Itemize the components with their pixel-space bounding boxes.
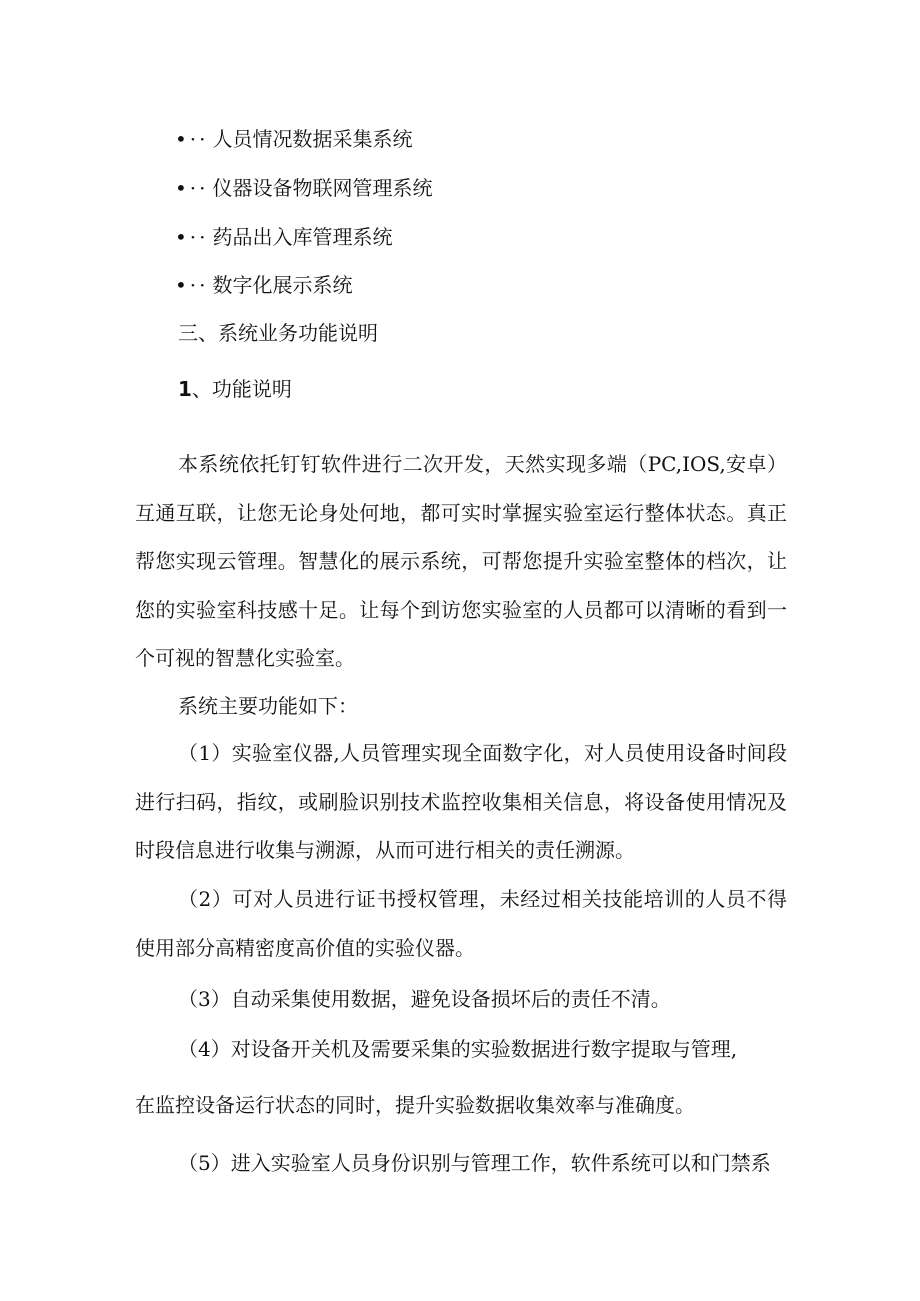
bullet-item bbox=[175, 272, 353, 298]
intro-paragraph bbox=[135, 440, 787, 683]
function-item-2 bbox=[135, 875, 787, 972]
bullet-marker: •·· bbox=[175, 225, 209, 249]
intro-paragraph-text: 本系统依托钉钉软件进行二次开发，天然实现多端（PC,IOS,安卓）互通互联，让您无论身处何地，都可实时掌握实验室运行整体状态。真正帮您实现云管理。智慧化的展示系统，可帮您提升实验室整体的档次，让您的实验室科技感十足。让每个到访您实验室的人员都可以清晰的看到一个可视的智慧化实验室。 bbox=[135, 452, 787, 670]
function-item-3: （3）自动采集使用数据，避免设备损坏后的责任不清。 bbox=[178, 987, 671, 1011]
bullet-item bbox=[175, 126, 413, 152]
function-item-4-line-2: 在监控设备运行状态的同时，提升实验数据收集效率与准确度。 bbox=[135, 1093, 695, 1117]
bullet-item bbox=[175, 175, 433, 201]
bullet-text: 仪器设备物联网管理系统 bbox=[212, 176, 433, 200]
bullet-item bbox=[175, 224, 393, 250]
bullet-marker: •·· bbox=[175, 127, 209, 151]
function-item-5: （5）进入实验室人员身份识别与管理工作，软件系统可以和门禁系 bbox=[178, 1151, 771, 1175]
functions-heading: 系统主要功能如下： bbox=[178, 694, 358, 718]
bullet-marker: •·· bbox=[175, 273, 209, 297]
subsection-number: 1 bbox=[178, 377, 192, 401]
bullet-text: 数字化展示系统 bbox=[212, 273, 353, 297]
function-item-1-text: （1）实验室仪器,人员管理实现全面数字化，对人员使用设备时间段进行扫码，指纹，或刷脸识别技术监控收集相关信息，将设备使用情况及时段信息进行收集与溯源，从而可进行相关的责任溯源。 bbox=[135, 741, 787, 862]
subsection-heading bbox=[178, 376, 292, 402]
subsection-title: 、功能说明 bbox=[191, 377, 292, 401]
bullet-text: 药品出入库管理系统 bbox=[212, 225, 393, 249]
function-item-2-text: （2）可对人员进行证书授权管理，未经过相关技能培训的人员不得使用部分高精密度高价值的实验仪器。 bbox=[135, 887, 787, 960]
section-heading: 三、系统业务功能说明 bbox=[178, 321, 378, 345]
function-item-1 bbox=[135, 729, 787, 875]
function-item-4-line-1: （4）对设备开关机及需要采集的实验数据进行数字提取与管理, bbox=[178, 1037, 738, 1061]
bullet-text: 人员情况数据采集系统 bbox=[212, 127, 413, 151]
bullet-marker: •·· bbox=[175, 176, 209, 200]
